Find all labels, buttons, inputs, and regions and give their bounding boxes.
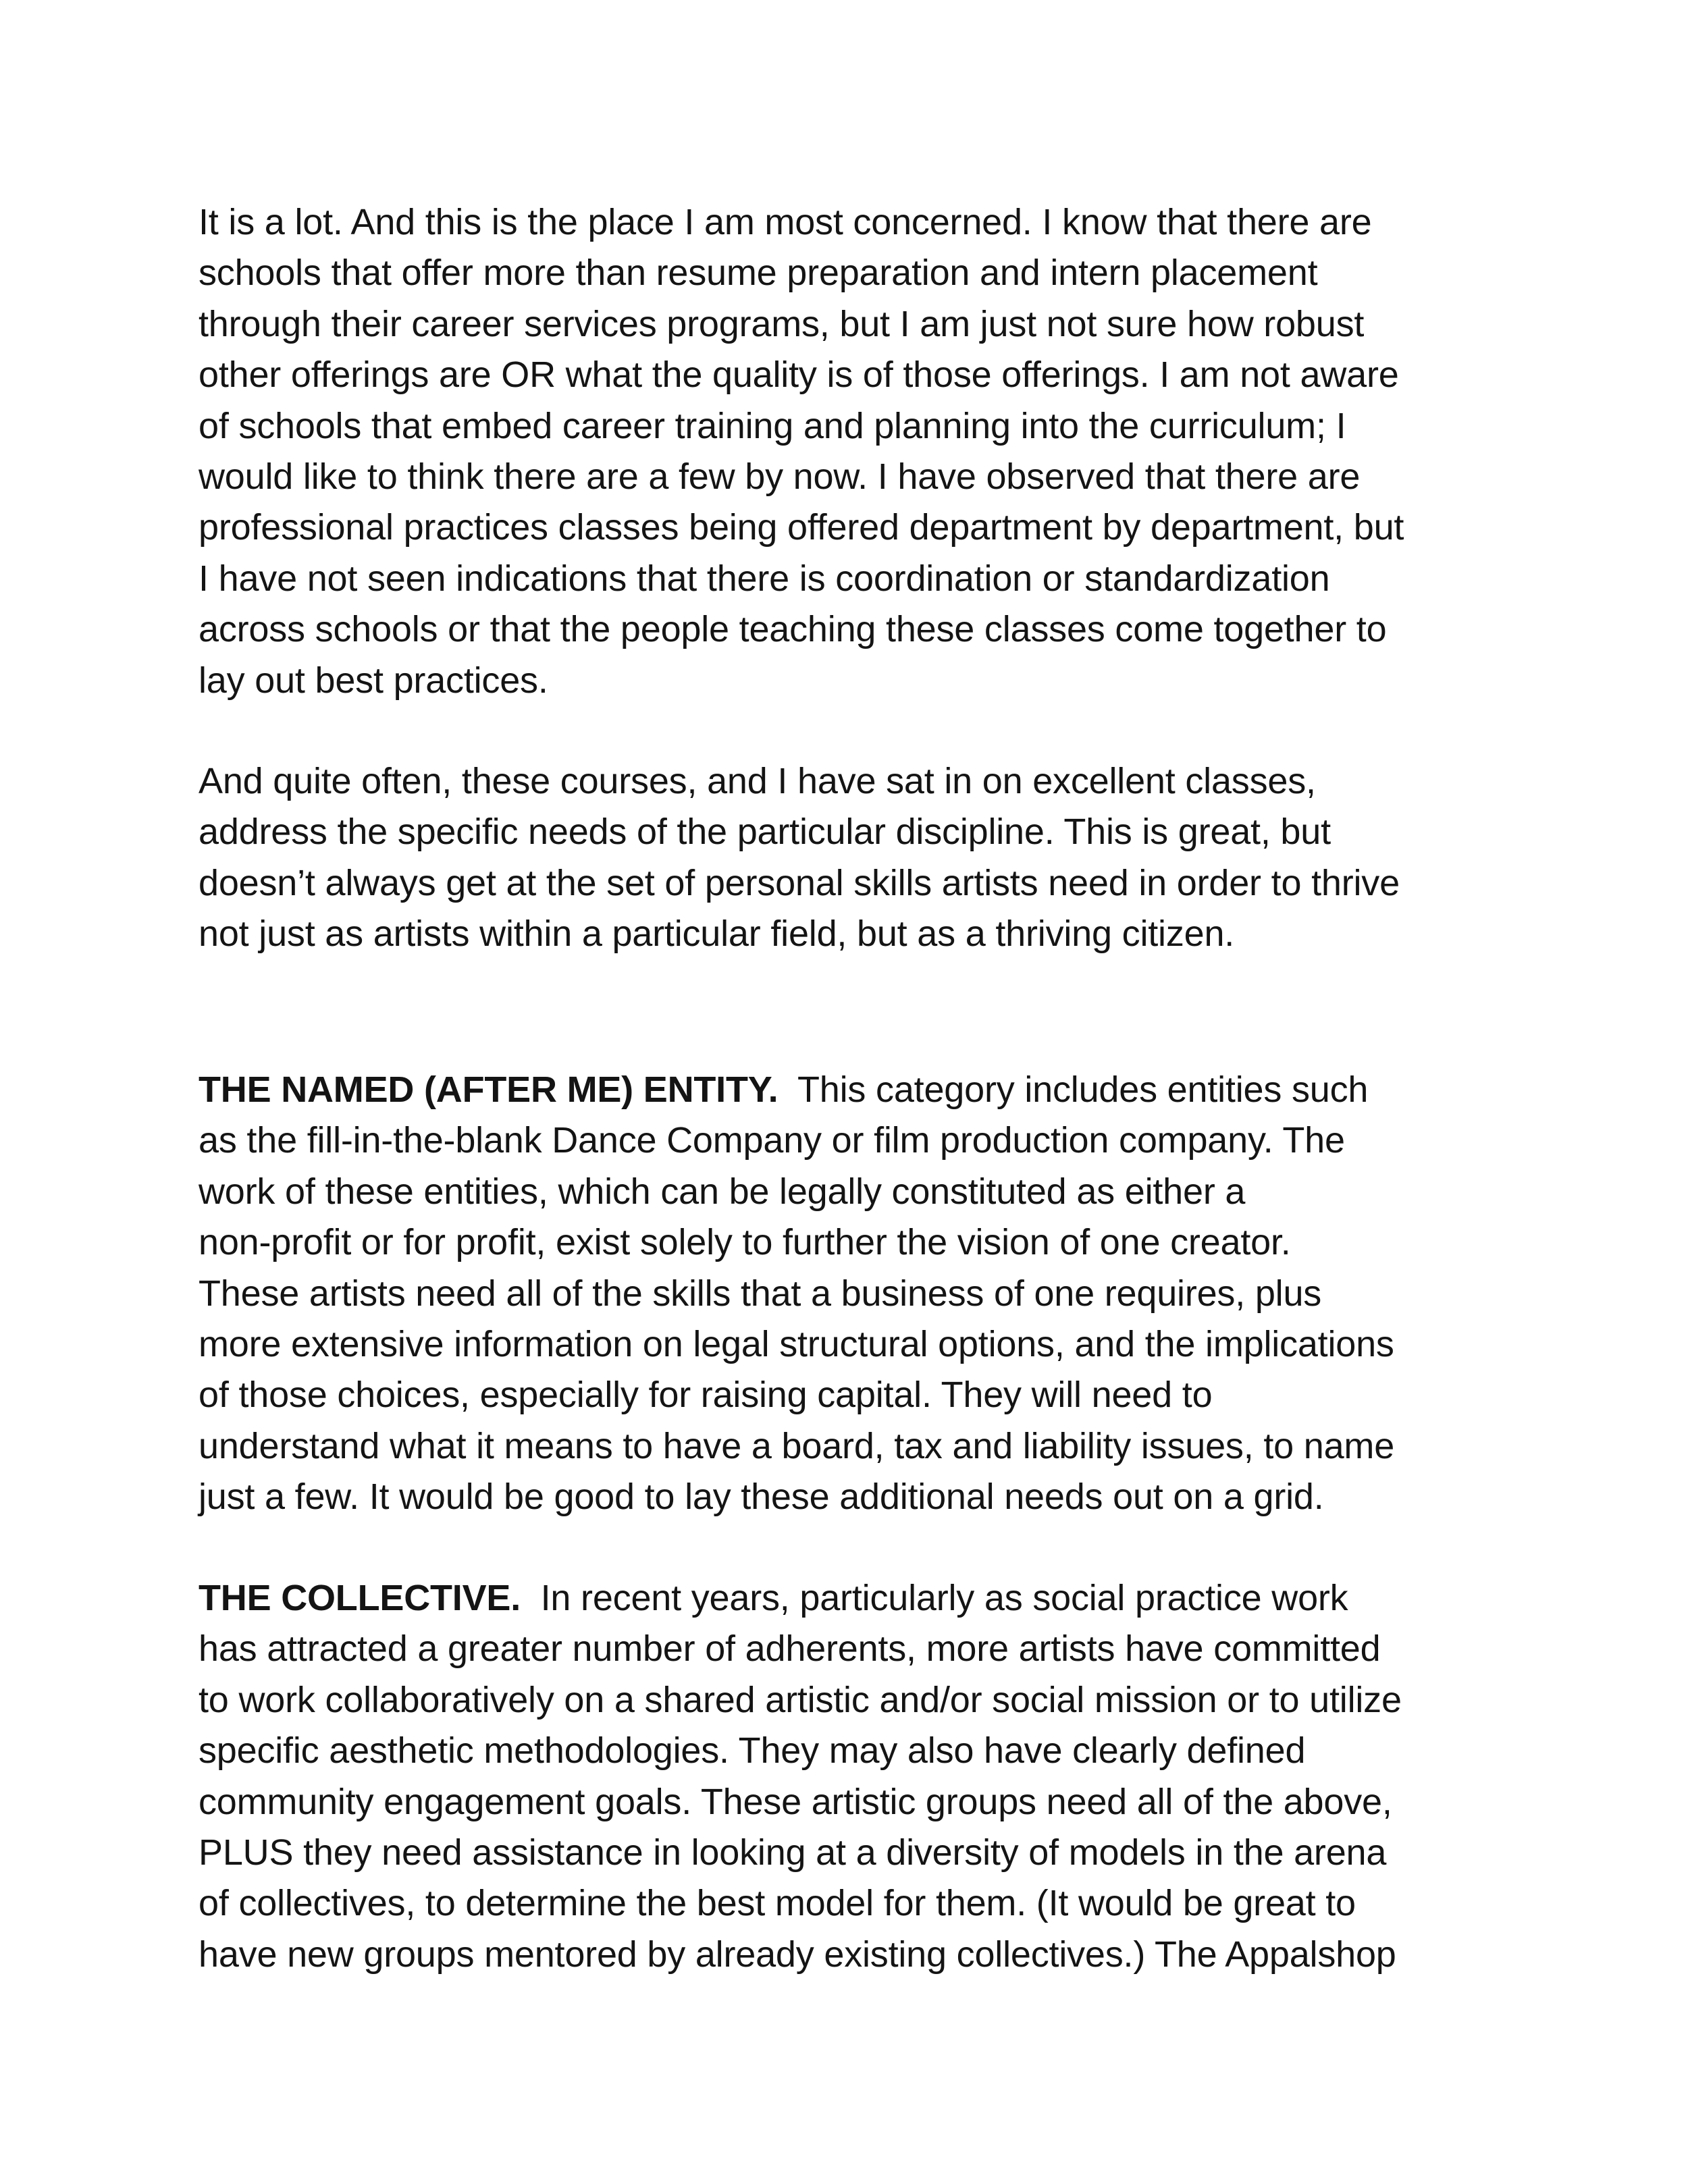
text-line: would like to think there are a few by now. I have observed that there are	[199, 456, 1361, 497]
text-line: specific aesthetic methodologies. They may also have clearly defined	[199, 1730, 1306, 1772]
text-line: of collectives, to determine the best model for them. (It would be great to	[199, 1883, 1356, 1924]
text-line: work of these entities, which can be legally constituted as either a	[199, 1171, 1246, 1212]
text-line: have new groups mentored by already existing collectives.) The Appalshop	[199, 1934, 1396, 1975]
text-line: to work collaboratively on a shared artistic and/or social mission or to utilize	[199, 1679, 1402, 1720]
text-line: And quite often, these courses, and I have sat in on excellent classes,	[199, 761, 1316, 801]
text-line	[199, 1065, 1522, 1115]
text-line: These artists need all of the skills that a business of one requires, plus	[199, 1273, 1322, 1314]
text-line: other offerings are OR what the quality is of those offerings. I am not aware	[199, 354, 1399, 396]
paragraph-named-entity	[199, 1065, 1522, 1523]
text-line: through their career services programs, but I am just not sure how robust	[199, 303, 1365, 344]
text-line	[199, 1573, 1522, 1624]
text-line: PLUS they need assistance in looking at a diversity of models in the arena	[199, 1832, 1387, 1873]
paragraph-career-services	[199, 197, 1522, 706]
text-line: not just as artists within a particular field, but as a thriving citizen.	[199, 913, 1235, 955]
text-line: across schools or that the people teaching these classes come together to	[199, 609, 1387, 650]
text-line: more extensive information on legal structural options, and the implications	[199, 1323, 1394, 1364]
text-line: address the specific needs of the particular discipline. This is great, but	[199, 811, 1331, 853]
text-line: as the fill-in-the-blank Dance Company or film production company. The	[199, 1120, 1345, 1161]
text-line: professional practices classes being offered department by department, but	[199, 507, 1404, 548]
text-line: doesn’t always get at the set of personal skills artists need in order to thrive	[199, 862, 1400, 903]
text-line: non-profit or for profit, exist solely to further the vision of one creator.	[199, 1222, 1291, 1263]
text-line: has attracted a greater number of adherents, more artists have committed	[199, 1628, 1381, 1670]
text-line: just a few. It would be good to lay these additional needs out on a grid.	[199, 1476, 1324, 1518]
text-line-rest: This category includes entities such	[778, 1069, 1369, 1110]
text-line: understand what it means to have a board, tax and liability issues, to name	[199, 1425, 1395, 1466]
text-line: of schools that embed career training and planning into the curriculum; I	[199, 405, 1346, 446]
text-line: of those choices, especially for raising capital. They will need to	[199, 1375, 1213, 1416]
text-line: It is a lot. And this is the place I am most concerned. I know that there are	[199, 202, 1372, 242]
text-line: lay out best practices.	[199, 660, 548, 701]
section-heading: THE NAMED (AFTER ME) ENTITY.	[199, 1069, 779, 1110]
paragraph-collective	[199, 1573, 1522, 1980]
text-line: I have not seen indications that there is coordination or standardization	[199, 558, 1330, 599]
section-heading: THE COLLECTIVE.	[199, 1578, 521, 1618]
text-line: schools that offer more than resume preparation and intern placement	[199, 252, 1318, 294]
paragraph-courses	[199, 756, 1522, 960]
text-line: community engagement goals. These artistic groups need all of the above,	[199, 1781, 1392, 1822]
text-line-rest: In recent years, particularly as social practice work	[521, 1578, 1348, 1618]
